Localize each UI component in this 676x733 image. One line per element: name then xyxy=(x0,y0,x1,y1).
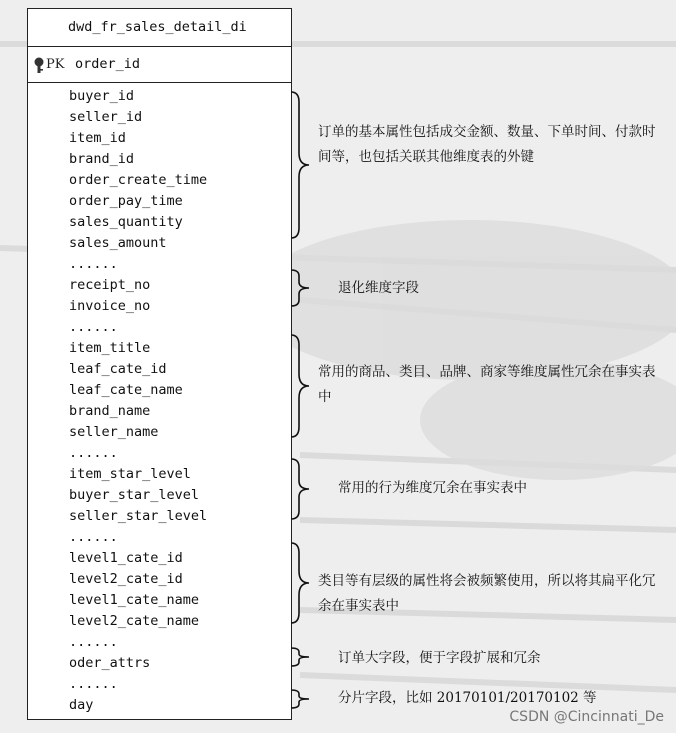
field-row: ...... xyxy=(69,676,118,692)
field-row: item_title xyxy=(69,340,151,356)
field-row: item_id xyxy=(69,130,126,146)
field-row: level1_cate_name xyxy=(69,592,200,608)
table-name: dwd_fr_sales_detail_di xyxy=(28,9,291,47)
field-row: level2_cate_name xyxy=(69,613,200,629)
key-icon xyxy=(33,57,45,73)
field-row: item_star_level xyxy=(69,466,191,482)
field-row: order_pay_time xyxy=(69,193,183,209)
field-row: brand_id xyxy=(69,151,135,167)
annotation-hierarchy-flatten: 类目等有层级的属性将会被频繁使用，所以将其扁平化冗余在事实表中 xyxy=(318,573,656,614)
brace-icon xyxy=(289,457,313,521)
annotation-behavior-redundancy: 常用的行为维度冗余在事实表中 xyxy=(338,480,527,496)
watermark: CSDN @Cincinnati_De xyxy=(509,709,664,725)
field-row: sales_amount xyxy=(69,235,167,251)
field-row: leaf_cate_name xyxy=(69,382,183,398)
annotation-partition-field: 分片字段，比如 20170101/20170102 等 xyxy=(338,690,597,706)
field-row: ...... xyxy=(69,529,118,545)
field-row: day xyxy=(69,697,94,713)
pk-field-name: order_id xyxy=(75,56,141,72)
brace-icon xyxy=(289,541,313,625)
pk-label: PK xyxy=(46,57,65,72)
brace-icon xyxy=(289,688,313,710)
brace-icon xyxy=(289,90,313,240)
field-row: ...... xyxy=(69,445,118,461)
field-row: seller_name xyxy=(69,424,159,440)
field-row: seller_star_level xyxy=(69,508,208,524)
field-row: buyer_id xyxy=(69,88,135,104)
field-row: level2_cate_id xyxy=(69,571,183,587)
field-row: level1_cate_id xyxy=(69,550,183,566)
field-row: oder_attrs xyxy=(69,655,151,671)
field-row: seller_id xyxy=(69,109,143,125)
field-row: receipt_no xyxy=(69,277,151,293)
brace-icon xyxy=(289,268,313,308)
field-row: order_create_time xyxy=(69,172,208,188)
field-row: sales_quantity xyxy=(69,214,183,230)
annotation-big-field: 订单大字段，便于字段扩展和冗余 xyxy=(338,650,541,666)
annotation-basic-attributes: 订单的基本属性包括成交金额、数量、下单时间、付款时间等，也包括关联其他维度表的外键 xyxy=(318,124,656,165)
field-row: buyer_star_level xyxy=(69,487,200,503)
field-row: ...... xyxy=(69,634,118,650)
annotation-degenerate-dimension: 退化维度字段 xyxy=(338,280,419,296)
field-row: ...... xyxy=(69,319,118,335)
brace-icon xyxy=(289,646,313,668)
field-row: brand_name xyxy=(69,403,151,419)
brace-icon xyxy=(289,333,313,439)
annotation-dimension-redundancy: 常用的商品、类目、品牌、商家等维度属性冗余在事实表中 xyxy=(318,364,656,405)
primary-key-row xyxy=(28,47,291,83)
field-row: invoice_no xyxy=(69,298,151,314)
entity-table xyxy=(27,8,292,720)
field-row: ...... xyxy=(69,256,118,272)
field-row: leaf_cate_id xyxy=(69,361,167,377)
